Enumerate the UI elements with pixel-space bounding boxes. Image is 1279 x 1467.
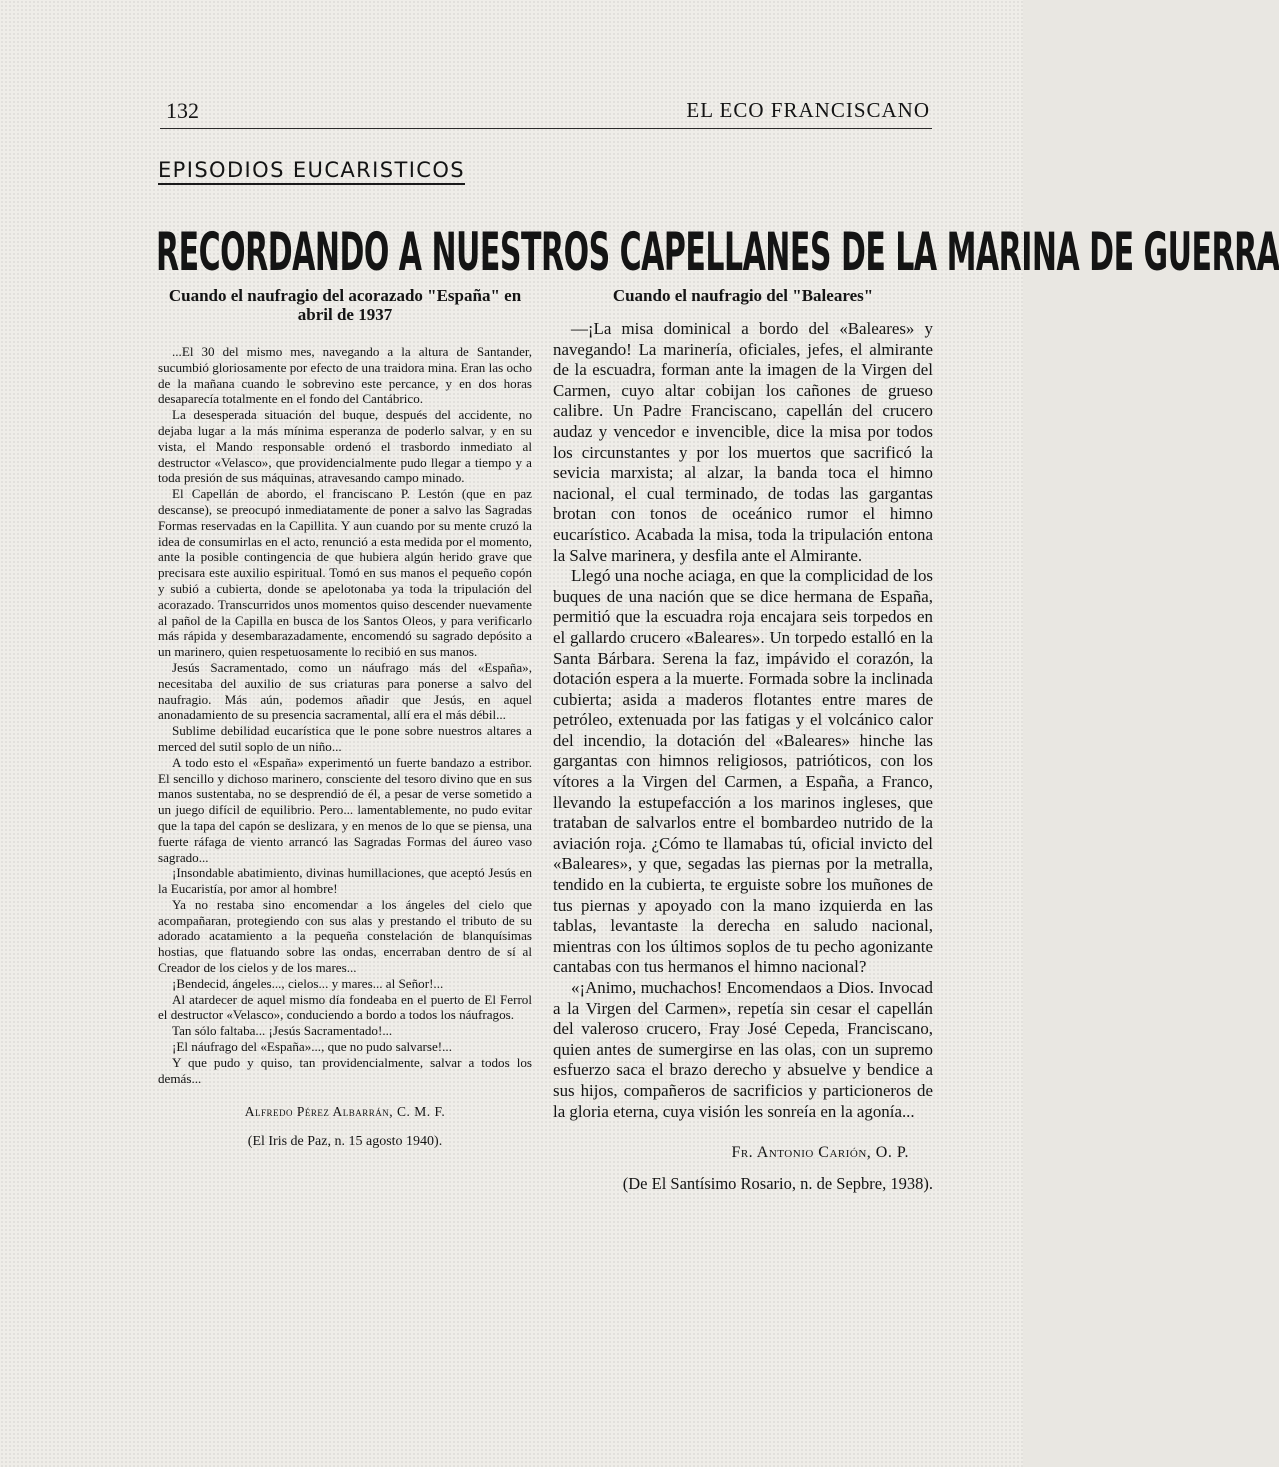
left-column — [158, 286, 532, 1150]
right-article-body — [553, 319, 933, 1122]
right-column — [553, 286, 933, 1194]
paragraph: ...El 30 del mismo mes, navegando a la altura de Santander, sucumbió gloriosamente por efecto de una traidora mina. Eran las ocho de la mañana cuando le sobrevino este percance, y en dos horas desaparecía totalmente en el fondo del Cantábrico. — [158, 344, 532, 407]
right-signature: Fr. Antonio Carión, O. P. — [731, 1144, 909, 1162]
paragraph: Ya no restaba sino encomendar a los ángeles del cielo que acompañaran, protegiendo con sus alas y prestando el tributo de su adorado acatamiento a la pequeña constelación de blanquísimas hostias, que flatuando sobre las ondas, encerraban dentro de sí al Creador de los cielos y de los mares... — [158, 896, 532, 976]
left-signature: Alfredo Pérez Albarrán, C. M. F. — [244, 1104, 446, 1120]
paragraph: Y que pudo y quiso, tan providencialmente, salvar a todos los demás... — [158, 1054, 532, 1086]
journal-title: EL ECO FRANCISCANO — [686, 98, 930, 122]
paragraph: ¡Bendecid, ángeles..., cielos... y mares... al Señor!... — [172, 975, 444, 991]
left-source: (El Iris de Paz, n. 15 agosto 1940). — [247, 1134, 443, 1150]
paragraph: ¡El náufrago del «España»..., que no pudo salvarse!... — [172, 1039, 452, 1055]
paragraph: Llegó una noche aciaga, en que la complicidad de los buques de una nación que se dice hermana de España, permitió que la escuadra roja encajara seis torpedos en el gallardo crucero «Baleares». Un torpedo estalló en la Santa Bárbara. Serena la faz, impávido el corazón, la dotación espera a la muerte. Formada sobre la inclinada cubierta; asida a maderos flotantes entre mares de petróleo, extenuada por las fatigas y el volcánico calor del incendio, la dotación del «Baleares» hinche las gargantas con himnos religiosos, patrióticos, con los vítores a la Virgen del Carmen, a España, a Franco, llevando la estupefacción a los marinos ingleses, que trataban de salvarlos entre el bombardeo nutrido de la aviación roja. ¿Cómo te llamabas tú, oficial invicto del «Baleares», y que, segadas las piernas por la metralla, tendido en la cubierta, te erguiste sobre los muñones de tus piernas y apoyado con la mano izquierda en las tablas, levantaste la derecha en saludo nacional, mientras con los últimos soplos de tu pecho agonizante cantabas con tus hermanos el himno nacional? — [553, 566, 933, 977]
article-headline: RECORDANDO A NUESTROS CAPELLANES DE LA MARINA DE GUERRA — [156, 222, 1279, 284]
paragraph: A todo esto el «España» experimentó un fuerte bandazo a estribor. El sencillo y dichoso marinero, consciente del tesoro divino que en sus manos sustentaba, no se desprendió de él, a pesar de verse sometido a un juego difícil de equilibrio. Pero... lamentablemente, no pudo evitar que la tapa del capón se deslizara, y en menos de lo que se piensa, una fuerte ráfaga de viento arrancó las Sagradas Formas del áureo vaso sagrado... — [158, 754, 532, 865]
paragraph: ¡Insondable abatimiento, divinas humillaciones, que aceptó Jesús en la Eucaristía, por amor al hombre! — [158, 865, 532, 897]
paragraph: El Capellán de abordo, el franciscano P. Lestón (que en paz descanse), se preocupó inmediatamente de poner a salvo las Sagradas Formas reservadas en la Capillita. Y aun cuando por su mente cruzó la idea de consumirlas en el acto, renunció a esta medida por el momento, ante la posible contingencia de que hubiera algún herido grave que precisara este auxilio espiritual. Tomó en sus manos el pequeño copón y subió a cubierta, donde se apelotonaba ya toda la tripulación del acorazado. Transcurridos unos momentos quiso descender nuevamente al pañol de la Capilla en busca de los Santos Oleos, y para verificarlo más rápida y desembarazadamente, encomendó su sagrado depósito a un marinero, quien respetuosamente lo recibió en sus manos. — [158, 486, 532, 660]
right-source: (De El Santísimo Rosario, n. de Sepbre, 1938). — [622, 1174, 933, 1194]
left-article-body — [158, 344, 532, 1086]
paragraph: Jesús Sacramentado, como un náufrago más del «España», necesitaba del auxilio de sus criaturas para ponerse a salvo del naufragio. Más aún, podemos añadir que Jesús, en aquel anonadamiento de su presencia sacramental, allí era el más débil... — [158, 659, 532, 723]
paragraph: La desesperada situación del buque, después del accidente, no dejaba lugar a la más mínima esperanza de poderlo salvar, y en su vista, el Mando responsable ordenó el trasbordo inmediato al destructor «Velasco», que providencialmente pudo llegar a tiempo y a toda presión de sus máquinas, atravesando campo minado. — [158, 407, 532, 486]
paragraph: «¡Animo, muchachos! Encomendaos a Dios. Invocad a la Virgen del Carmen», repetía sin cesar el capellán del valeroso crucero, Fray José Cepeda, Franciscano, quien antes de sumergirse en las olas, con un supremo esfuerzo saca el brazo derecho y absuelve y bendice a sus hijos, compañeros de sacrificios y particioneros de la gloria eterna, cuya visión les sonreía en la agonía... — [553, 978, 933, 1121]
left-subhead: Cuando el naufragio del acorazado "España" en abril de 1937 — [168, 286, 522, 324]
paragraph: Al atardecer de aquel mismo día fondeaba en el puerto de El Ferrol el destructor «Velasco», conduciendo a bordo a todos los náufragos. — [158, 991, 532, 1023]
paragraph: —¡La misa dominical a bordo del «Baleares» y navegando! La marinería, oficiales, jefes, el almirante de la escuadra, forman ante la imagen de la Virgen del Carmen, cuyo altar cobijan los cañones de grueso calibre. Un Padre Franciscano, capellán del crucero audaz y vencedor e invencible, dice la misa por todos los circunstantes y por los muertos que sacrificó la sevicia marxista; al alzar, la banda toca el himno nacional, el cual terminado, de todas las gargantas brotan con tonos de oceánico rumor el himno eucarístico. Acabada la misa, toda la tripulación entona la Salve marinera, y desfila ante el Almirante. — [553, 319, 933, 565]
section-label: EPISODIOS EUCARISTICOS — [158, 158, 465, 185]
right-subhead: Cuando el naufragio del "Baleares" — [612, 286, 874, 305]
paragraph: Sublime debilidad eucarística que le pone sobre nuestros altares a merced del sutil soplo de un niño... — [158, 723, 532, 754]
paragraph: Tan sólo faltaba... ¡Jesús Sacramentado!... — [172, 1023, 393, 1039]
page-number: 132 — [166, 98, 199, 123]
running-header — [160, 96, 932, 129]
